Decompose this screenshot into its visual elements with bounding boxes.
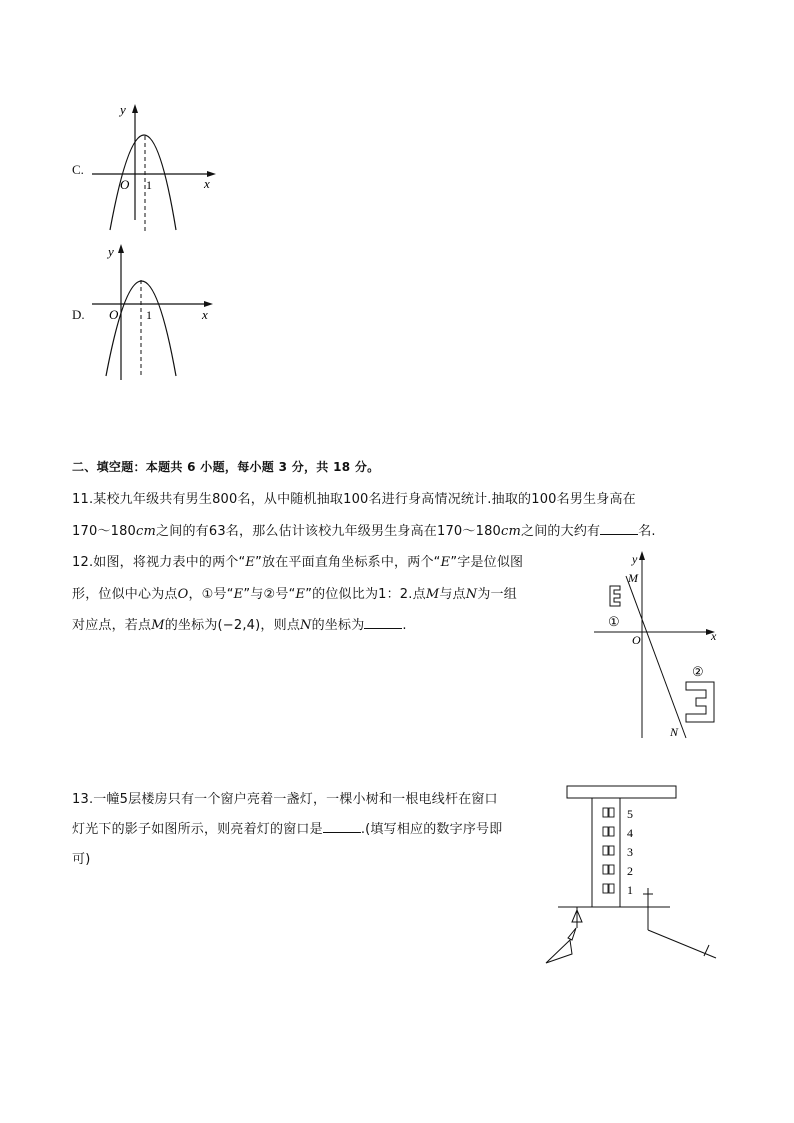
fig12-point-m: M bbox=[628, 571, 638, 585]
q11-answer-blank[interactable] bbox=[600, 522, 638, 535]
option-c-graph bbox=[88, 100, 228, 235]
q12-text: . bbox=[402, 618, 407, 633]
q12-text: ，①号“ bbox=[188, 587, 234, 602]
q13-line3 bbox=[72, 848, 90, 867]
floor-label: 2 bbox=[627, 864, 633, 878]
q11-text3: 之间的大约有 bbox=[521, 524, 601, 539]
q11-text4: 名. bbox=[638, 524, 656, 539]
axis-x-label: x bbox=[202, 307, 208, 322]
q12-line2 bbox=[72, 583, 517, 602]
floor-label: 1 bbox=[627, 883, 633, 897]
q11-range1: 170～180 bbox=[72, 524, 137, 539]
fig12-x-label: x bbox=[711, 629, 717, 643]
q12-var-m: M bbox=[425, 587, 440, 602]
q12-answer-blank[interactable] bbox=[364, 616, 402, 629]
axis-y-label: y bbox=[108, 244, 114, 259]
origin-label: O bbox=[109, 307, 119, 322]
axis-y-label: y bbox=[120, 102, 126, 117]
axis-x-label: x bbox=[204, 176, 210, 191]
q12-figure bbox=[592, 546, 732, 746]
section-heading: 二、填空题：本题共 6 小题，每小题 3 分，共 18 分。 bbox=[72, 460, 380, 474]
q11-text2: 之间的有63名，那么估计该校九年级男生身高在170～180 bbox=[156, 524, 502, 539]
fig12-origin-label: O bbox=[632, 633, 641, 647]
q12-var-n: N bbox=[300, 618, 312, 633]
origin-label: O bbox=[120, 177, 130, 192]
fig12-circle-two: ② bbox=[692, 664, 704, 679]
option-d-graph bbox=[88, 240, 228, 385]
q12-text: 如图，将视力表中的两个“ bbox=[93, 555, 246, 570]
q12-var-e: E bbox=[245, 555, 256, 570]
q12-text: 的坐标为 bbox=[311, 618, 365, 633]
q12-text: 形，位似中心为点 bbox=[72, 587, 178, 602]
q12-text: ”放在平面直角坐标系中，两个“ bbox=[255, 555, 441, 570]
tick-one-label: 1 bbox=[146, 178, 152, 192]
fig12-circle-one: ① bbox=[608, 614, 620, 629]
q12-var-e: E bbox=[440, 555, 451, 570]
floor-label: 5 bbox=[627, 807, 633, 821]
q12-var-e: E bbox=[233, 587, 244, 602]
q13-text2: 灯光下的影子如图所示，则亮着灯的窗口是 bbox=[72, 822, 323, 837]
option-d-label: D. bbox=[72, 307, 85, 322]
q12-var-o: O bbox=[177, 587, 189, 602]
q12-text: 对应点，若点 bbox=[72, 618, 152, 633]
option-c-label: C. bbox=[72, 162, 84, 177]
q12-text: 的坐标为(−2,4)，则点 bbox=[164, 618, 301, 633]
q12-number: 12. bbox=[72, 555, 94, 570]
q12-text: 为一组 bbox=[477, 587, 517, 602]
q12-text: 与点 bbox=[439, 587, 466, 602]
q12-text: ”与②号“ bbox=[243, 587, 296, 602]
q13-answer-blank[interactable] bbox=[323, 820, 361, 833]
q11-line1 bbox=[72, 488, 636, 507]
q13-text1: 一幢5层楼房只有一个窗户亮着一盏灯，一棵小树和一根电线杆在窗口 bbox=[93, 792, 498, 807]
q12-text: ”的位似比为1：2.点 bbox=[305, 587, 426, 602]
q12-var-n: N bbox=[465, 587, 478, 602]
fig12-y-label: y bbox=[632, 552, 638, 566]
q12-line1 bbox=[72, 551, 523, 570]
q13-text3: .(填写相应的数字序号即 bbox=[360, 822, 503, 837]
q11-text1: 某校九年级共有男生800名，从中随机抽取100名进行身高情况统计.抽取的100名男生身高在 bbox=[93, 492, 636, 507]
q11-number: 11. bbox=[72, 492, 94, 507]
tick-one-label: 1 bbox=[146, 308, 152, 322]
q12-text: ”字是位似图 bbox=[450, 555, 524, 570]
q13-text4: 可) bbox=[72, 852, 91, 867]
q11-unit1: cm bbox=[136, 524, 157, 539]
q13-line2 bbox=[72, 818, 502, 837]
q13-line1 bbox=[72, 788, 498, 807]
fig12-point-n: N bbox=[670, 725, 679, 739]
floor-label: 3 bbox=[627, 845, 633, 859]
q12-var-m: M bbox=[151, 618, 165, 633]
q12-line3 bbox=[72, 614, 407, 633]
q13-figure bbox=[540, 780, 730, 970]
q12-var-e: E bbox=[295, 587, 306, 602]
floor-label: 4 bbox=[627, 826, 633, 840]
q13-number: 13. bbox=[72, 792, 94, 807]
q11-unit2: cm bbox=[501, 524, 522, 539]
q11-line2 bbox=[72, 520, 656, 539]
